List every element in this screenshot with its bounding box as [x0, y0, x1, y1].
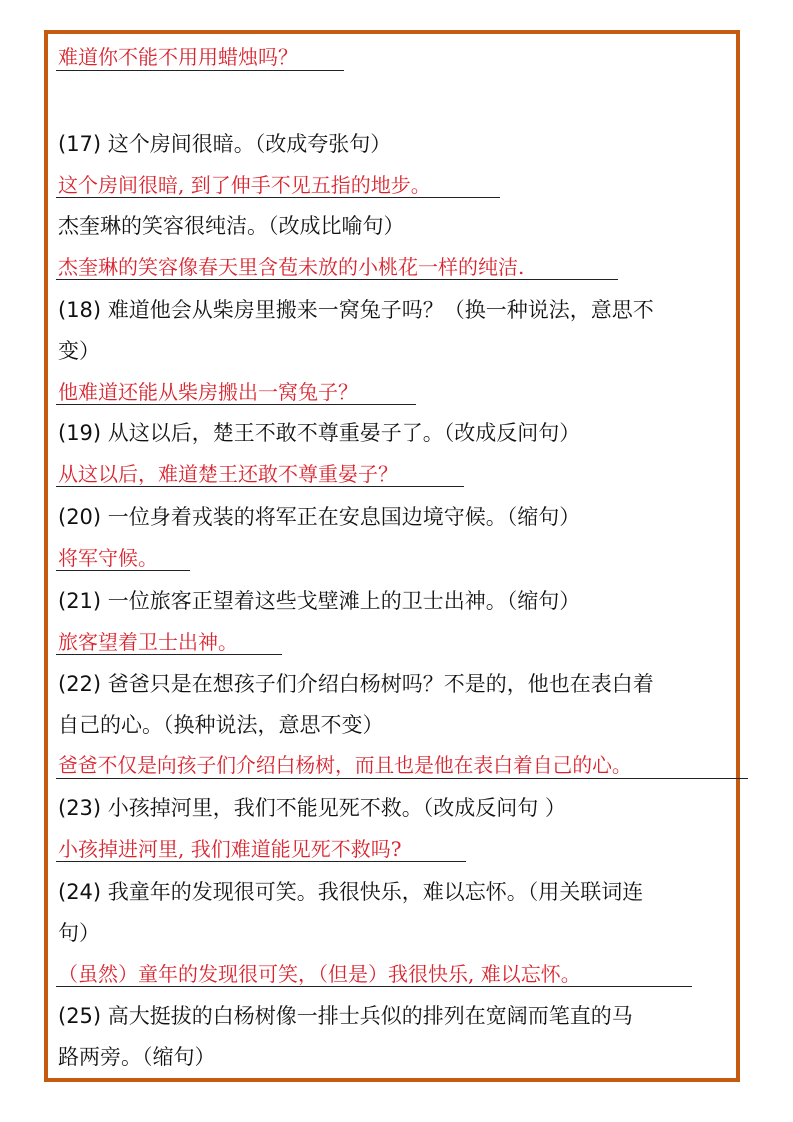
- question-22-line-1: (22) 爸爸只是在想孩子们介绍白杨树吗？不是的，他也在表白着: [58, 672, 654, 696]
- answer-underline: [56, 778, 748, 779]
- answer-23: 小孩掉进河里, 我们难道能见死不救吗?: [58, 837, 402, 861]
- answer-19: 从这以后，难道楚王还敢不尊重晏子？: [58, 462, 398, 486]
- question-18-line-2: 变）: [58, 339, 100, 363]
- question-18-line-1: (18) 难道他会从柴房里搬来一窝兔子吗？（换一种说法，意思不: [58, 298, 654, 322]
- answer-underline: [56, 279, 618, 280]
- answer-22: 爸爸不仅是向孩子们介绍白杨树，而且也是他在表白着自己的心。: [58, 754, 632, 777]
- question-25-line-2: 路两旁。（缩句）: [58, 1045, 216, 1069]
- question-21: (21) 一位旅客正望着这些戈壁滩上的卫士出神。（缩句）: [58, 589, 581, 613]
- answer-underline: [56, 986, 692, 987]
- answer-17-metaphor: 杰奎琳的笑容像春天里含苞未放的小桃花一样的纯洁.: [58, 255, 525, 279]
- answer-underline: [56, 486, 464, 487]
- answer-underline: [56, 70, 344, 71]
- answer-underline: [56, 404, 416, 405]
- answer-21: 旅客望着卫士出神。: [58, 630, 238, 654]
- answer-24: （虽然）童年的发现很可笑，（但是）我很快乐, 难以忘怀。: [58, 962, 581, 986]
- question-20: (20) 一位身着戎装的将军正在安息国边境守候。（缩句）: [58, 505, 581, 529]
- question-25-line-1: (25) 高大挺拔的白杨树像一排士兵似的排列在宽阔而笔直的马: [58, 1004, 633, 1028]
- answer-18: 他难道还能从柴房搬出一窝兔子？: [58, 380, 358, 404]
- answer-17-exaggeration: 这个房间很暗, 到了伸手不见五指的地步。: [58, 173, 431, 197]
- answer-underline: [56, 654, 282, 655]
- answer-underline: [56, 861, 466, 862]
- answer-underline: [56, 197, 500, 198]
- answer-20: 将军守候。: [58, 546, 158, 570]
- question-17-line: (17) 这个房间很暗。（改成夸张句）: [58, 132, 392, 156]
- answer-underline: [56, 570, 190, 571]
- question-17-metaphor: 杰奎琳的笑容很纯洁。（改成比喻句）: [58, 214, 405, 238]
- question-24-line-1: (24) 我童年的发现很可笑。我很快乐，难以忘怀。（用关联词连: [58, 880, 644, 904]
- question-23: (23) 小孩掉河里，我们不能见死不救。（改成反问句 ）: [58, 796, 566, 820]
- question-22-line-2: 自己的心。（换种说法，意思不变）: [58, 713, 384, 737]
- answer-16: 难道你不能不用用蜡烛吗？: [58, 45, 298, 69]
- question-19: (19) 从这以后，楚王不敢不尊重晏子了。（改成反问句）: [58, 421, 581, 445]
- question-24-line-2: 句）: [58, 921, 100, 945]
